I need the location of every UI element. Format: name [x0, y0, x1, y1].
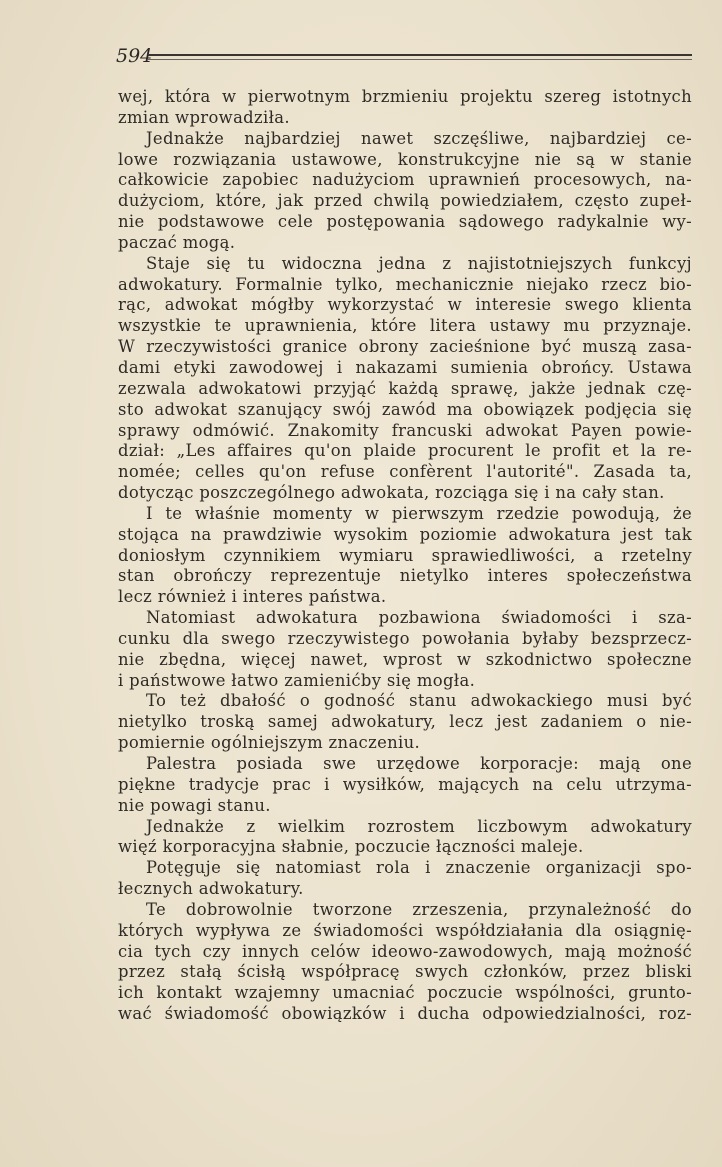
page-header [116, 44, 692, 68]
text-line: wej, która w pierwotnym brzmieniu projektu szereg istotnych [118, 87, 692, 106]
text-line: Potęguje się natomiast rola i znaczenie organizacji spo- [146, 858, 692, 878]
text-line: wać świadomość obowiązków i ducha odpowiedzialności, roz- [118, 1004, 692, 1024]
text-line: To też dbałość o godność stanu adwokackiego musi być [146, 691, 692, 711]
text-line: piękne tradycje prac i wysiłków, mających na celu utrzyma- [118, 774, 692, 794]
text-line: Jednakże z wielkim rozrostem liczbowym adwokatury [146, 816, 692, 836]
text-line: Jednakże najbardziej nawet szczęśliwe, najbardziej ce- [146, 128, 692, 148]
text-line: przez stałą ścisłą współpracę swych członków, przez bliski [118, 962, 692, 982]
text-line: rąc, adwokat mógłby wykorzystać w interesie swego klienta [118, 295, 692, 315]
text-line: dotycząc poszczególnego adwokata, rozciąga się i na cały stan. [118, 483, 665, 503]
text-line: nietylko troską samej adwokatury, lecz jest zadaniem o nie- [118, 712, 692, 732]
text-line: Te dobrowolnie tworzone zrzeszenia, przynależność do [146, 899, 692, 919]
text-line: Natomiast adwokatura pozbawiona świadomości i sza- [146, 608, 692, 628]
text-line: ich kontakt wzajemny umacniać poczucie wspólności, grunto- [118, 983, 692, 1003]
text-line: dużyciom, które, jak przed chwilą powiedziałem, często zupeł- [118, 191, 692, 211]
text-line: wszystkie te uprawnienia, które litera ustawy mu przyznaje. [118, 316, 692, 336]
text-line: sprawy odmówić. Znakomity francuski adwokat Payen powie- [118, 420, 692, 440]
text-line: W rzeczywistości granice obrony zacieśnione być muszą zasa- [118, 337, 692, 357]
text-line: adwokatury. Formalnie tylko, mechanicznie niejako rzecz bio- [118, 274, 692, 294]
text-line: i państwowe łatwo zamienićby się mogła. [118, 670, 476, 690]
text-line: dami etyki zawodowej i nakazami sumienia obrońcy. Ustawa [118, 357, 692, 377]
text-line: sto adwokat szanujący swój zawód ma obowiązek podjęcia się [118, 399, 692, 419]
text-line: nie podstawowe cele postępowania sądowego radykalnie wy- [118, 212, 692, 232]
text-line: stan obrończy reprezentuje nietylko interes społeczeństwa [118, 566, 692, 586]
text-line: Palestra posiada swe urzędowe korporacje: mają one [146, 754, 692, 773]
text-line: paczać mogą. [118, 232, 236, 252]
text-line: łecznych adwokatury. [118, 879, 304, 899]
text-line: więź korporacyjna słabnie, poczucie łączności maleje. [118, 837, 584, 857]
text-line: nomée; celles qu'on refuse confèrent l'autorité". Zasada ta, [118, 462, 692, 482]
text-line: cia tych czy innych celów ideowo-zawodowych, mają możność [118, 941, 692, 961]
text-line: całkowicie zapobiec nadużyciom uprawnień procesowych, na- [118, 170, 692, 190]
text-line: pomiernie ogólniejszym znaczeniu. [118, 733, 421, 753]
text-line: I te właśnie momenty w pierwszym rzedzie powodują, że [146, 503, 692, 523]
text-line: lecz również i interes państwa. [118, 587, 387, 607]
text-line: nie powagi stanu. [118, 795, 271, 815]
text-line: nie zbędna, więcej nawet, wprost w szkodnictwo społeczne [118, 649, 692, 669]
text-line: cunku dla swego rzeczywistego powołania byłaby bezsprzecz- [118, 628, 692, 648]
text-line: których wypływa ze świadomości współdziałania dla osiągnię- [118, 920, 692, 940]
header-rule [148, 54, 692, 56]
text-line: zezwala adwokatowi przyjąć każdą sprawę, jakże jednak czę- [118, 378, 692, 398]
text-line: doniosłym czynnikiem wymiaru sprawiedliwości, a rzetelny [118, 545, 692, 565]
page-number: 594 [116, 45, 153, 67]
text-line: lowe rozwiązania ustawowe, konstrukcyjne nie są w stanie [118, 149, 692, 169]
header-rule-thin [148, 59, 692, 60]
text-line: zmian wprowadziła. [118, 107, 290, 127]
text-line: Staje się tu widoczna jedna z najistotniejszych funkcyj [146, 253, 692, 273]
text-line: stojąca na prawdziwie wysokim poziomie adwokatura jest tak [118, 524, 692, 544]
text-line: dział: „Les affaires qu'on plaide procurent le profit et la re- [118, 441, 692, 461]
body-text [118, 87, 692, 1025]
